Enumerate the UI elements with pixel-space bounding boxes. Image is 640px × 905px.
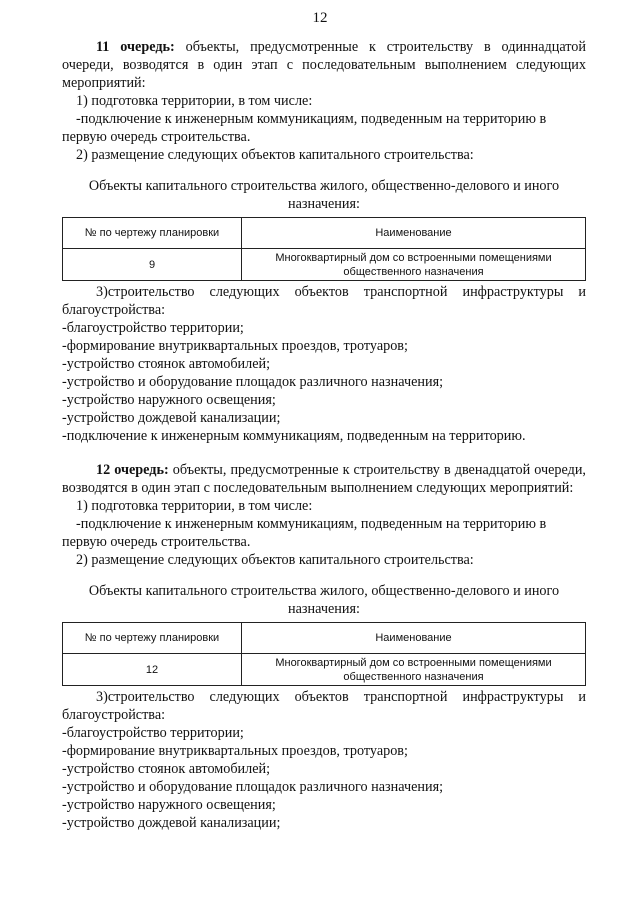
queue-11-intro — [62, 38, 586, 92]
table-cell: 12 — [63, 654, 242, 686]
list-item: -благоустройство территории; — [62, 320, 244, 336]
table-cell: 9 — [63, 249, 242, 281]
queue-11-step2: 2) размещение следующих объектов капитального строительства: — [76, 147, 474, 163]
queue-12-intro — [62, 461, 586, 497]
document-body — [62, 38, 586, 832]
queue-11-section — [62, 38, 586, 445]
list-item: -устройство стоянок автомобилей; — [62, 356, 271, 372]
list-item: -устройство дождевой канализации; — [62, 410, 281, 426]
queue-12-intro-text: объекты, предусмотренные к строительству в двенадцатой очереди, возводятся в один этап с последовательным выполнением следующих мероприятий: — [62, 462, 586, 496]
page-number: 12 — [312, 10, 328, 26]
queue-11-table-title: Объекты капитального строительства жилого, общественно-делового и иного назначения: — [88, 178, 560, 212]
queue-12-step2: 2) размещение следующих объектов капитального строительства: — [76, 552, 474, 568]
list-item: -устройство стоянок автомобилей; — [62, 761, 271, 777]
list-item: -подключение к инженерным коммуникациям, подведенным на территорию. — [62, 428, 526, 444]
table-header-cell: № по чертежу планировки — [63, 218, 242, 249]
list-item: -устройство и оборудование площадок различного назначения; — [62, 374, 444, 390]
queue-11-intro-text: объекты, предусмотренные к строительству в одиннадцатой очереди, возводятся в один этап с последовательным выполнением следующих мероприятий: — [62, 39, 586, 91]
table-header-row — [63, 218, 586, 249]
queue-11-step1-sub: -подключение к инженерным коммуникациям, подведенным на территорию в первую очередь строительства. — [62, 111, 547, 145]
list-item: -устройство дождевой канализации; — [62, 815, 281, 831]
queue-11-label: 11 очередь: — [96, 39, 175, 55]
table-cell: Многоквартирный дом со встроенными помещениями общественного назначения — [242, 654, 586, 686]
table-header-cell: Наименование — [242, 623, 586, 654]
queue-12-step1: 1) подготовка территории, в том числе: — [76, 498, 313, 514]
table-row — [63, 654, 586, 686]
table-header-cell: Наименование — [242, 218, 586, 249]
table-row — [63, 249, 586, 281]
list-item: -формирование внутриквартальных проездов, тротуаров; — [62, 338, 408, 354]
queue-11-step3: 3)строительство следующих объектов транспортной инфраструктуры и благоустройства: — [62, 284, 586, 318]
queue-11-step1: 1) подготовка территории, в том числе: — [76, 93, 313, 109]
list-item: -благоустройство территории; — [62, 725, 244, 741]
list-item: -формирование внутриквартальных проездов, тротуаров; — [62, 743, 408, 759]
table-header-cell: № по чертежу планировки — [63, 623, 242, 654]
queue-12-step3: 3)строительство следующих объектов транспортной инфраструктуры и благоустройства: — [62, 689, 586, 723]
queue-12-table — [62, 622, 586, 686]
queue-12-section — [62, 461, 586, 832]
queue-12-label: 12 очередь: — [96, 462, 169, 478]
list-item: -устройство наружного освещения; — [62, 797, 276, 813]
table-cell: Многоквартирный дом со встроенными помещениями общественного назначения — [242, 249, 586, 281]
queue-12-step1-sub: -подключение к инженерным коммуникациям, подведенным на территорию в первую очередь строительства. — [62, 516, 547, 550]
table-header-row — [63, 623, 586, 654]
queue-12-table-title: Объекты капитального строительства жилого, общественно-делового и иного назначения: — [88, 583, 560, 617]
list-item: -устройство и оборудование площадок различного назначения; — [62, 779, 444, 795]
list-item: -устройство наружного освещения; — [62, 392, 276, 408]
queue-11-table — [62, 217, 586, 281]
